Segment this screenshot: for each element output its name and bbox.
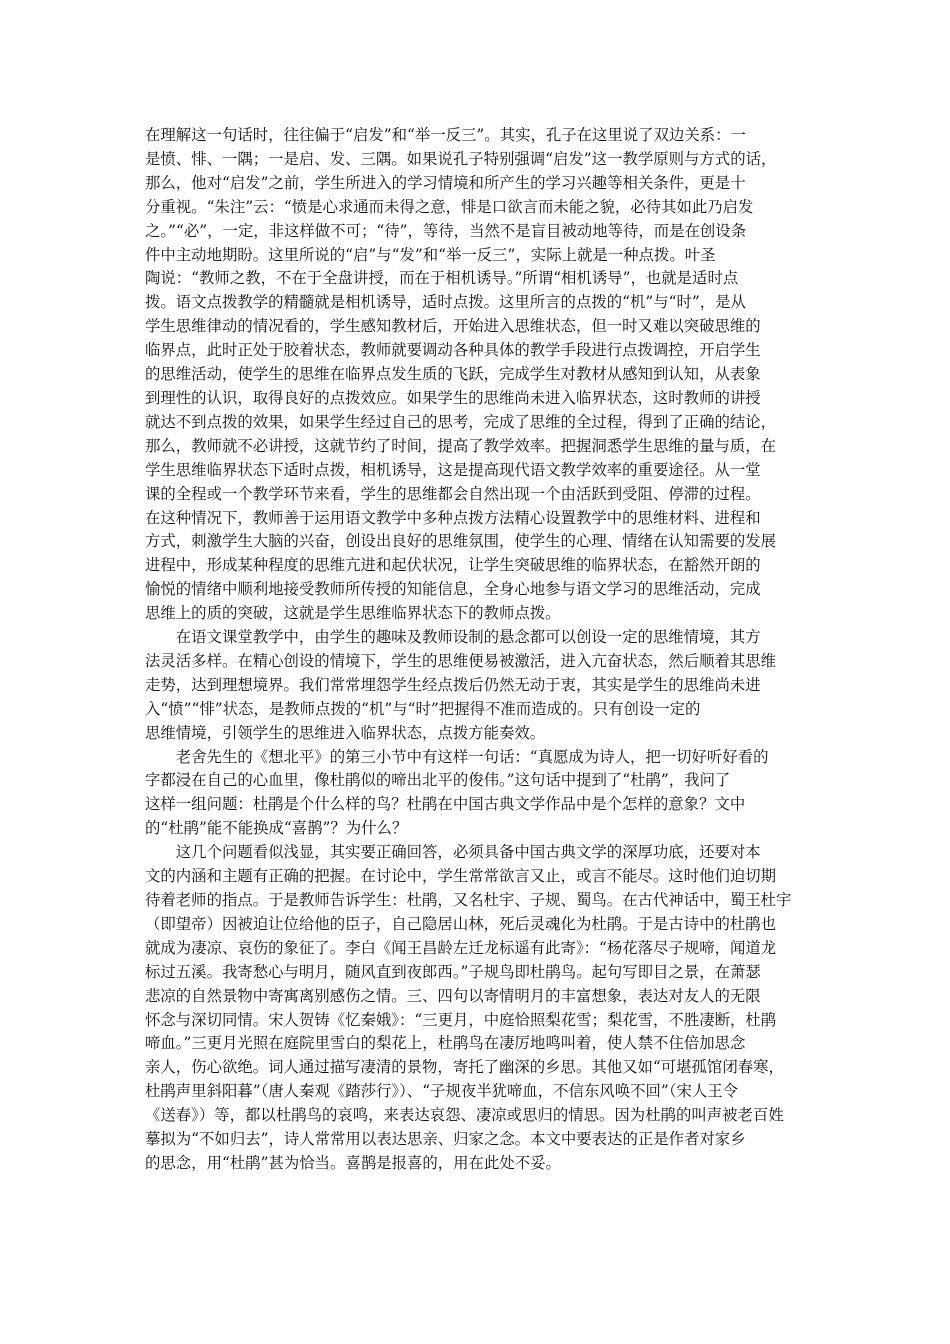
paragraph-laoshe-example: [145, 746, 805, 842]
text-line: 待着老师的指点。于是教师告诉学生：杜鹃，又名杜宇、子规、蜀鸟。在古代神话中，蜀王杜宇: [145, 891, 792, 909]
text-line: 走势，达到理想境界。我们常常埋怨学生经点拨后仍然无动于衷，其实是学生的思维尚未进: [145, 675, 761, 694]
text-line: 在语文课堂教学中，由学生的趣味及教师设制的悬念都可以创设一定的思维情境，其方: [145, 628, 761, 647]
paragraph-thinking-situation: [145, 626, 805, 746]
text-line: 陶说：“教师之教，不在于全盘讲授，而在于相机诱导。”所谓“相机诱导”，也就是适时点: [145, 269, 739, 288]
text-line: （即望帝）因被迫让位给他的臣子，自己隐居山林，死后灵魂化为杜鹃。于是古诗中的杜鹃也: [145, 914, 777, 933]
text-line: 摹拟为“不如归去”，诗人常常用以表达思亲、归家之念。本文中要表达的正是作者对家乡: [145, 1130, 746, 1149]
text-line: 临界点，此时正处于胶着状态，教师就要调动各种具体的教学手段进行点拨调控，开启学生: [145, 341, 761, 360]
text-line: 是愤、悱、一隅；一是启、发、三隅。如果说孔子特别强调“启发”这一教学原则与方式的话，: [145, 149, 777, 168]
text-line: 的思念，用“杜鹃”甚为恰当。喜鹊是报喜的，用在此处不妥。: [145, 1153, 561, 1172]
text-line: 在理解这一句话时，往往偏于“启发”和“举一反三”。其实，孔子在这里说了双边关系：一: [145, 126, 746, 144]
paragraph-critical-state: [145, 124, 805, 626]
text-line: 啼血。”三更月光照在庭院里雪白的梨花上，杜鹃鸟在凄厉地鸣叫着，使人禁不住倍加思念: [145, 1034, 746, 1053]
text-line: 悲凉的自然景物中寄寓离别感伤之情。三、四句以寄情明月的丰富想象，表达对友人的无限: [145, 986, 761, 1005]
text-line: 件中主动地期盼。这里所说的“启”与“发”和“举一反三”，实际上就是一种点拨。叶圣: [145, 245, 716, 264]
text-line: 在这种情况下，教师善于运用语文教学中多种点拨方法精心设置教学中的思维材料、进程和: [145, 508, 761, 527]
text-line: 思维情境，引领学生的思维进入临界状态，点拨方能奏效。: [145, 723, 546, 742]
text-line: 这几个问题看似浅显，其实要正确回答，必须具备中国古典文学的深厚功底，还要对本: [145, 843, 761, 862]
text-line: 那么，他对“启发”之前，学生所进入的学习情境和所产生的学习兴趣等相关条件，更是十: [145, 173, 746, 192]
text-line: 《送春》）等，都以杜鹃鸟的哀鸣，来表达哀怨、凄凉或思归的情思。因为杜鹃的叫声被老百姓: [145, 1106, 784, 1125]
text-line: 亲人，伤心欲绝。词人通过描写凄清的景物，寄托了幽深的乡思。其他又如“可堪孤馆闭春寒，: [145, 1058, 784, 1077]
document-body: [145, 124, 805, 1176]
text-line: 学生思维临界状态下适时点拨，相机诱导，这是提高现代语文教学效率的重要途径。从一堂: [145, 460, 761, 479]
text-line: 文的内涵和主题有正确的把握。在讨论中，学生常常欲言又止，或言不能尽。这时他们迫切期: [145, 867, 777, 886]
text-line: 入“愤”“悱”状态，是教师点拨的“机”与“时”把握得不准而造成的。只有创设一定的: [145, 699, 701, 718]
text-line: 字都浸在自己的心血里，像杜鹃似的啼出北平的俊伟。”这句话中提到了“杜鹃”，我问了: [145, 771, 731, 790]
text-line: 的思维活动，使学生的思维在临界点发生质的飞跃，完成学生对教材从感知到认知，从表象: [145, 365, 761, 384]
text-line: 杜鹃声里斜阳暮”（唐人秦观《踏莎行》）、“子规夜半犹啼血，不信东风唤不回”（宋人王令: [145, 1082, 739, 1101]
text-line: 愉悦的情绪中顺利地接受教师所传授的知能信息，全身心地参与语文学习的思维活动，完成: [145, 580, 761, 599]
text-line: 法灵活多样。在精心创设的情境下，学生的思维便易被激活，进入亢奋状态，然后顺着其思维: [145, 651, 777, 670]
text-line: 学生思维律动的情况看的，学生感知教材后，开始进入思维状态，但一时又难以突破思维的: [145, 317, 761, 336]
text-line: 方式，刺激学生大脑的兴奋，创设出良好的思维氛围，使学生的心理、情绪在认知需要的发展: [145, 532, 777, 551]
text-line: 这样一组问题：杜鹃是个什么样的鸟？杜鹃在中国古典文学作品中是个怎样的意象？文中: [145, 795, 746, 814]
text-line: 的“杜鹃”能不能换成“喜鹊”？为什么？: [145, 819, 408, 838]
text-line: 到理性的认识，取得良好的点拨效应。如果学生的思维尚未进入临界状态，这时教师的讲授: [145, 388, 761, 407]
paragraph-dujuan-explanation: [145, 841, 805, 1176]
text-line: 之。”“必”，一定，非这样做不可；“待”，等待，当然不是盲目被动地等待，而是在创设条: [145, 221, 747, 240]
text-line: 就达不到点拨的效果，如果学生经过自己的思考，完成了思维的全过程，得到了正确的结论，: [145, 412, 777, 431]
text-line: 课的全程或一个教学环节来看，学生的思维都会自然出现一个由活跃到受阻、停滞的过程。: [145, 484, 761, 503]
text-line: 那么，教师就不必讲授，这就节约了时间，提高了教学效率。把握洞悉学生思维的量与质，在: [145, 436, 777, 455]
text-line: 分重视。“朱注”云：“愤是心求通而未得之意，悱是口欲言而未能之貌，必待其如此乃启发: [145, 197, 754, 216]
text-line: 就成为凄凉、哀伤的象征了。李白《闻王昌龄左迁龙标遥有此寄》：“杨花落尽子规啼，闻道龙: [145, 938, 777, 957]
text-line: 标过五溪。我寄愁心与明月，随风直到夜郎西。”子规鸟即杜鹃鸟。起句写即目之景，在萧瑟: [145, 962, 761, 981]
text-line: 怀念与深切同情。宋人贺铸《忆秦娥》：“三更月，中庭恰照梨花雪；梨花雪，不胜凄断，杜鹃: [145, 1010, 777, 1029]
text-line: 老舍先生的《想北平》的第三小节中有这样一句话：“真愿成为诗人，把一切好听好看的: [145, 747, 769, 766]
text-line: 拨。语文点拨教学的精髓就是相机诱导，适时点拨。这里所言的点拨的“机”与“时”，是从: [145, 293, 746, 312]
text-line: 思维上的质的突破，这就是学生思维临界状态下的教师点拨。: [145, 604, 561, 623]
text-line: 进程中，形成某种程度的思维亢进和起伏状况，让学生突破思维的临界状态，在豁然开朗的: [145, 556, 761, 575]
